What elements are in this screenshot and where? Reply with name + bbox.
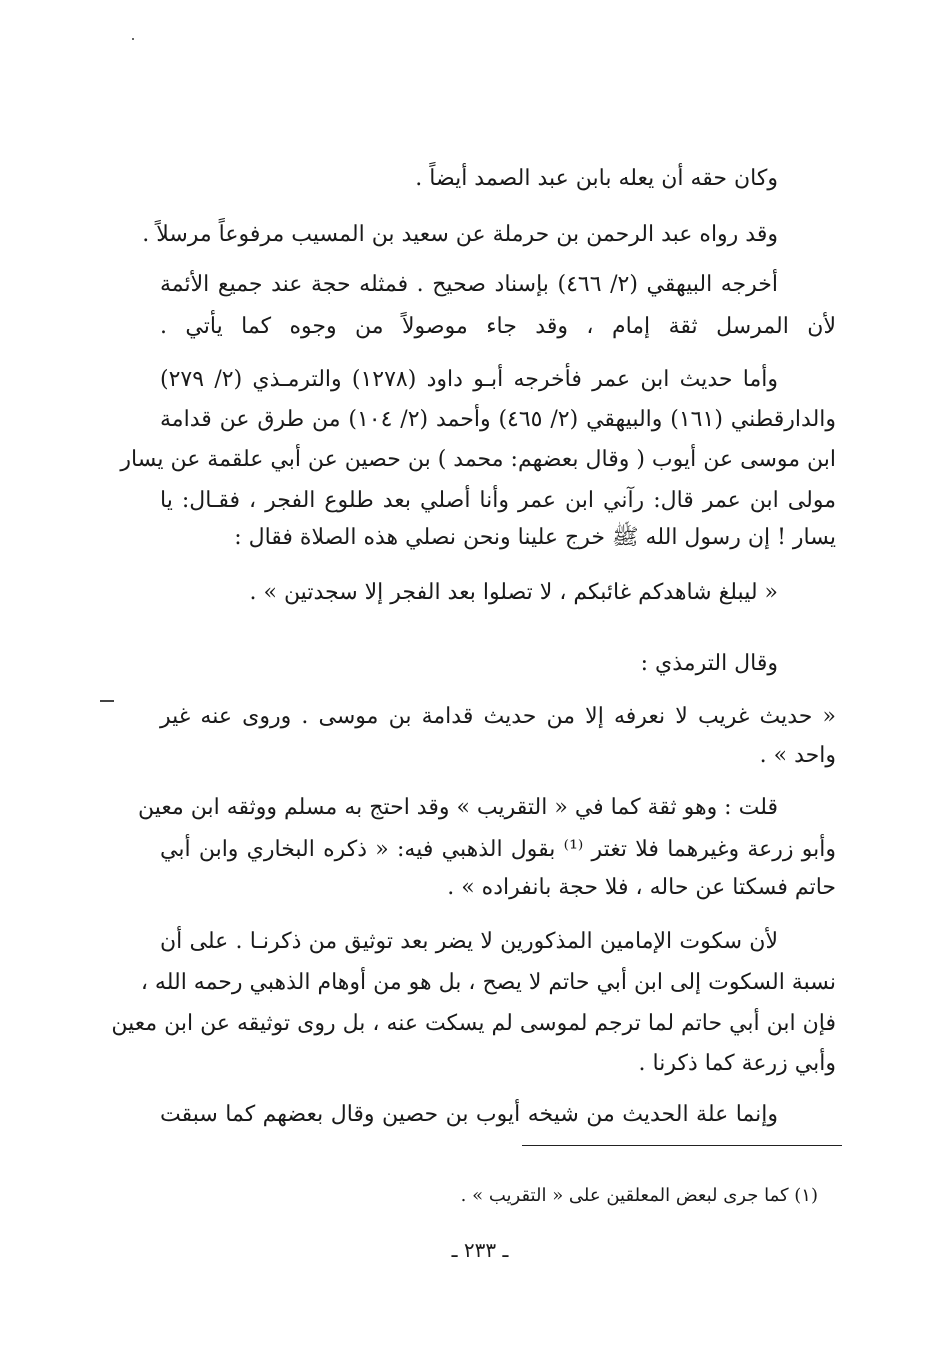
- footnote: (١) كما جرى لبعض المعلقين على « التقريب » .: [460, 1185, 818, 1206]
- hadith-quote: « ليبلغ شاهدكم غائبكم ، لا تصلوا بعد الفجر إلا سجدتين » .: [249, 580, 778, 605]
- text-line-19: فإن ابن أبي حاتم لما ترجم لموسى لم يسكت عنه ، بل روى توثيقه عن ابن معين: [111, 1011, 836, 1036]
- page-number: ـ ٢٣٣ ـ: [451, 1238, 509, 1262]
- scan-speck: [132, 38, 134, 40]
- text-line-1: وكان حقه أن يعله بابن عبد الصمد أيضاً .: [415, 166, 778, 191]
- text-line-17: لأن سكوت الإمامين المذكورين لا يضر بعد توثيق من ذكرنـا . على أن: [160, 929, 778, 954]
- text-line-15: وأبو زرعة وغيرهما فلا تغتر ⁽¹⁾ بقول الذهبي فيه: « ذكره البخاري وابن أبي: [160, 837, 837, 862]
- text-line-8: مولى ابن عمر قال: رآني ابن عمر وأنا أصلي بعد طلوع الفجر ، فقـال: يا: [160, 488, 836, 513]
- text-line-5: وأما حديث ابن عمر فأخرجه أبـو داود (١٢٧٨) والترمـذي (٢/ ٢٧٩): [160, 367, 779, 392]
- text-line-13: واحد » .: [759, 743, 836, 768]
- text-line-4: لأن المرسل ثقة إمام ، وقد جاء موصولاً من وجوه كما يأتي .: [160, 314, 836, 339]
- text-line-3: أخرجه البيهقي (٢/ ٤٦٦) بإسناد صحيح . فمثله حجة عند جميع الأئمة: [160, 272, 779, 297]
- text-line-6: والدارقطني (١٦١) والبيهقي (٢/ ٤٦٥) وأحمد (٢/ ١٠٤) من طرق عن قدامة: [160, 407, 837, 432]
- text-line-14: قلت : وهو ثقة كما في « التقريب » وقد احتج به مسلم ووثقه ابن معين: [137, 795, 778, 820]
- text-line-9: يسار ! إن رسول الله ﷺ خرج علينا ونحن نصلي هذه الصلاة فقال :: [234, 525, 836, 550]
- text-line-16: حاتم فسكتا عن حاله ، فلا حجة بانفراده » .: [447, 875, 836, 900]
- text-line-7: ابن موسى عن أيوب ( وقال بعضهم: محمد ) بن حصين عن أبي علقمة عن يسار: [120, 447, 836, 472]
- footnote-divider: [522, 1145, 842, 1146]
- text-line-12: « حديث غريب لا نعرفه إلا من حديث قدامة بن موسى . وروى عنه غير: [160, 704, 836, 729]
- text-line-21: وإنما علة الحديث من شيخه أيوب بن حصين وقال بعضهم كما سبقت: [160, 1102, 778, 1127]
- text-line-18: نسبة السكوت إلى ابن أبي حاتم لا يصح ، بل هو من أوهام الذهبي رحمه الله ،: [140, 970, 836, 995]
- scan-mark: [100, 700, 114, 702]
- text-line-2: وقد رواه عبد الرحمن بن حرملة عن سعيد بن المسيب مرفوعاً مرسلاً .: [142, 222, 778, 247]
- text-line-20: وأبي زرعة كما ذكرنا .: [638, 1051, 836, 1076]
- text-line-11: وقال الترمذي :: [640, 651, 778, 676]
